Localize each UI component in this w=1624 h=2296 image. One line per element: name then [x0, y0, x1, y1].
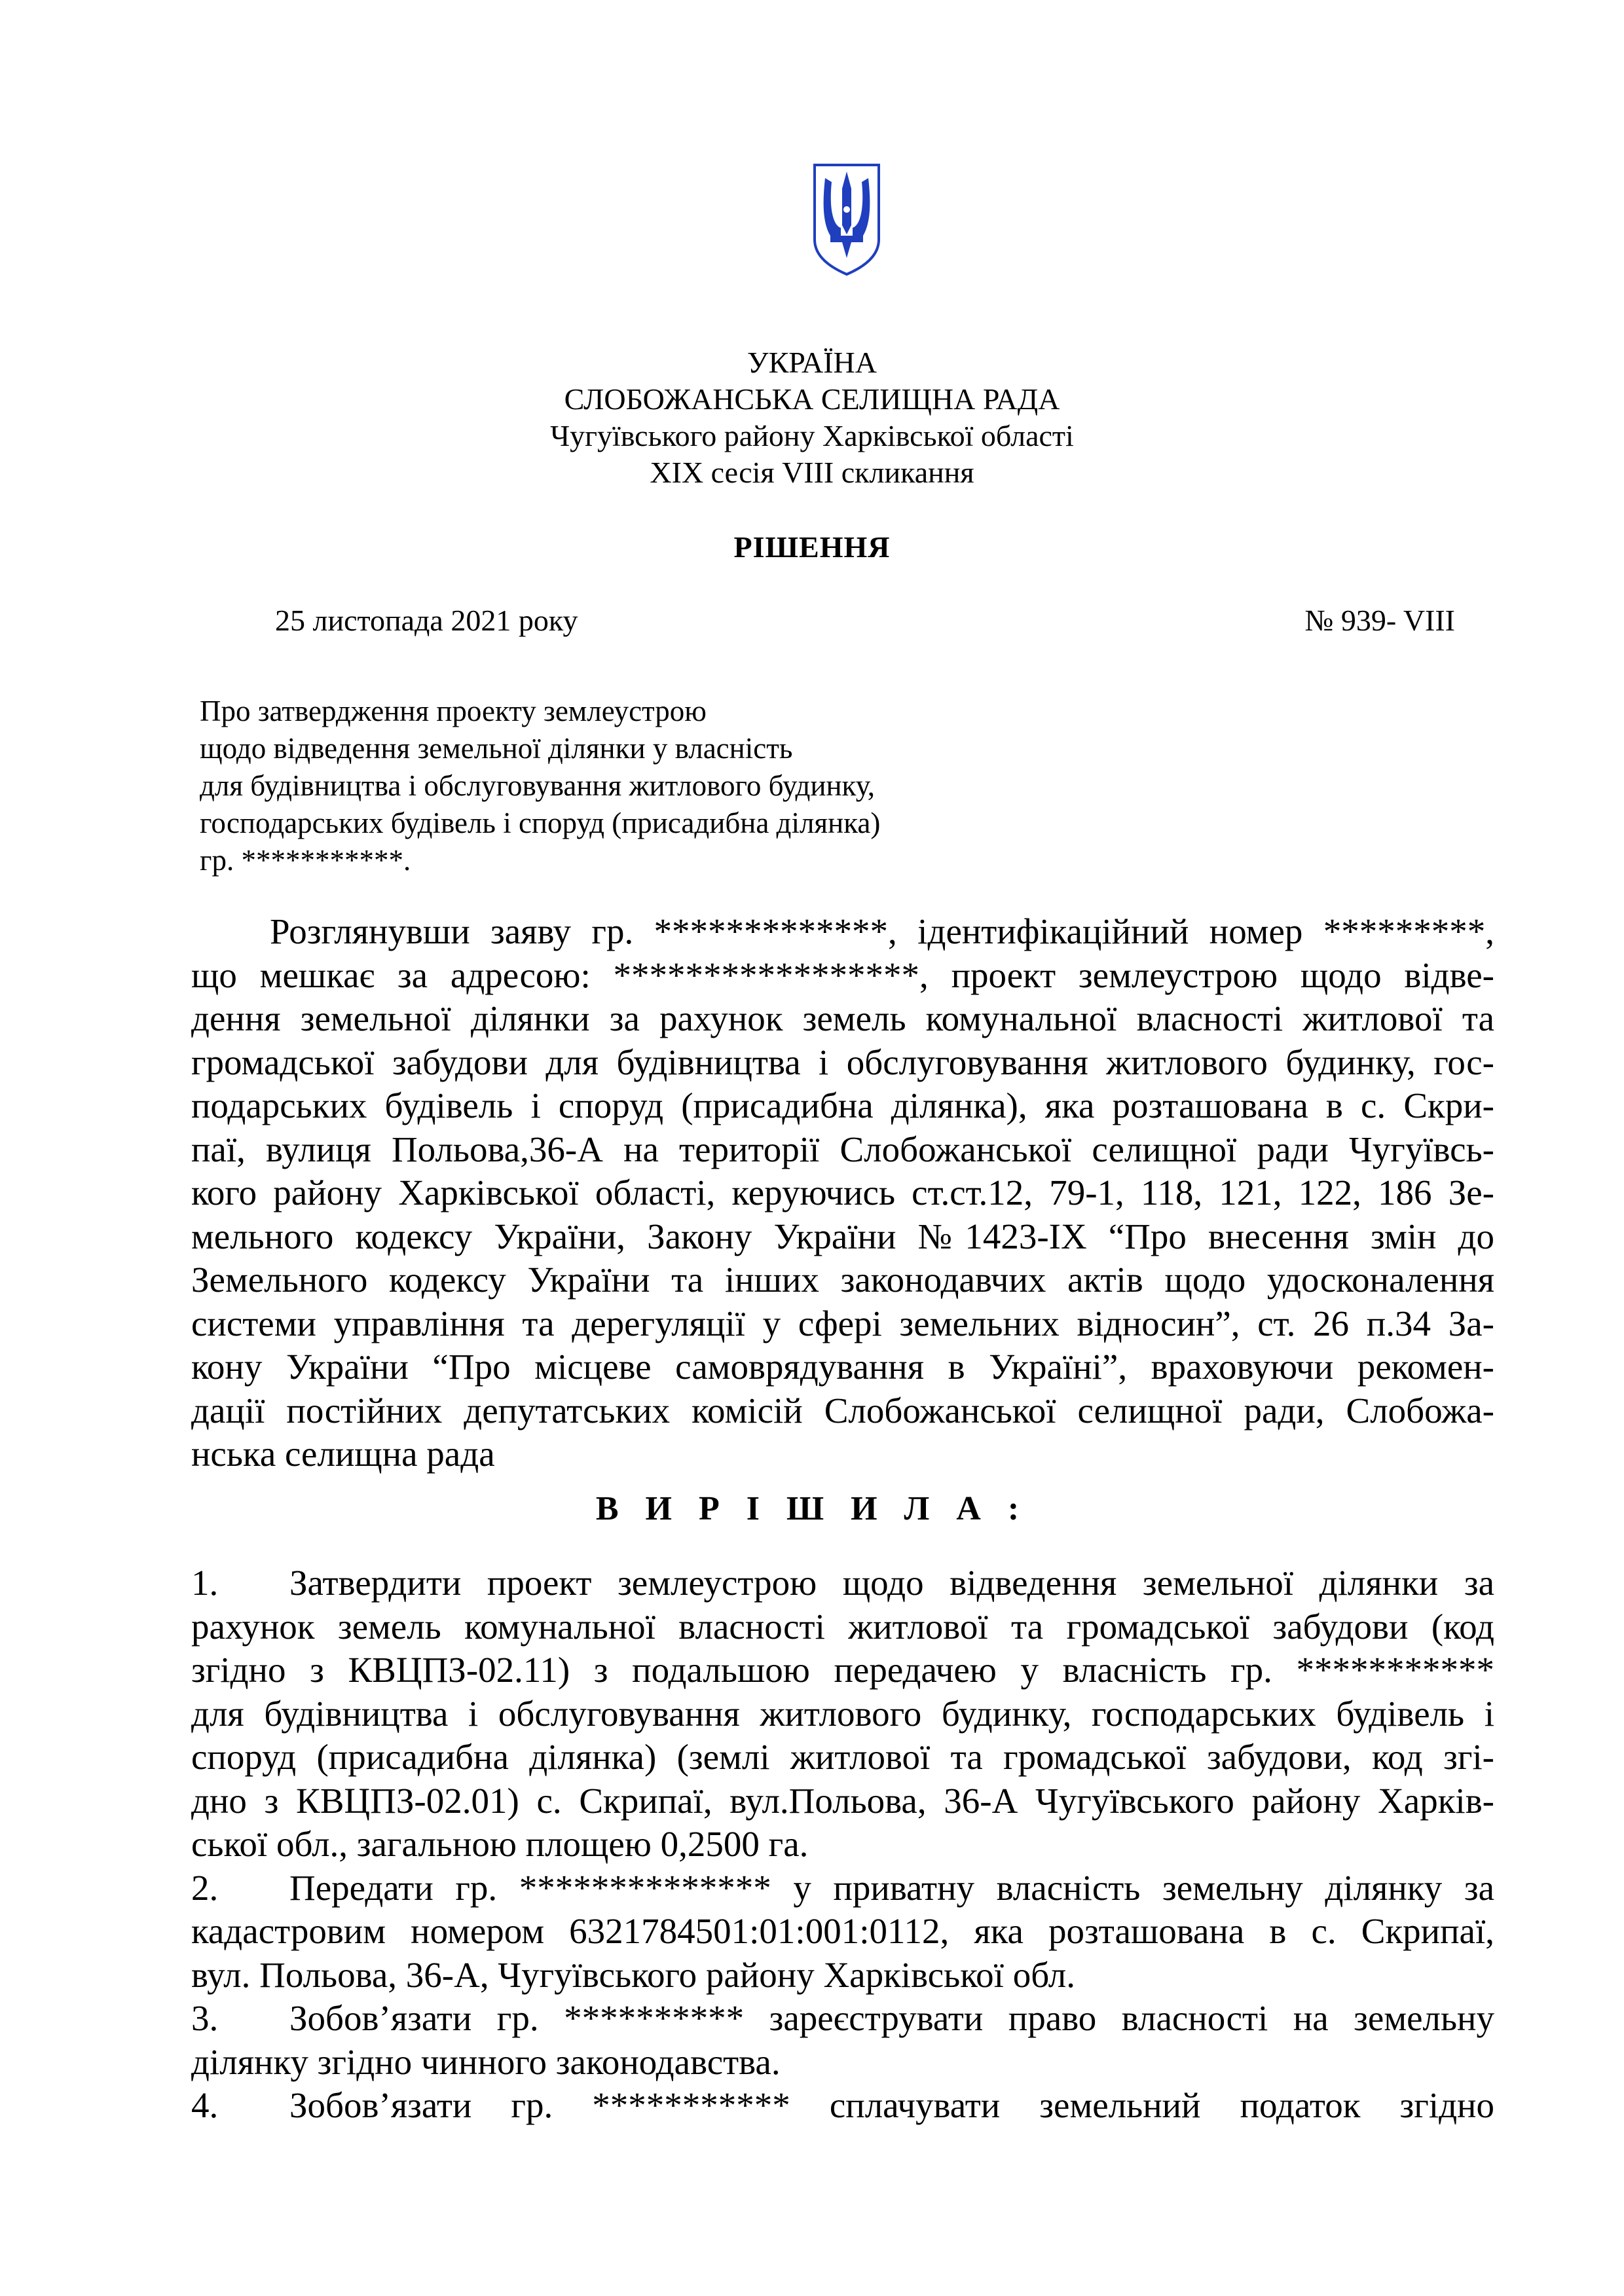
- item-number: 1.: [191, 1563, 219, 1603]
- document-title: РІШЕННЯ: [733, 530, 891, 564]
- resolution-item: [191, 1561, 1494, 1867]
- coat-of-arms-of-ukraine-icon: [811, 162, 883, 277]
- preamble-line: паї, вулиця Польова,36-А на території Слобожанської селищної ради Чугуївсь-: [191, 1129, 1494, 1169]
- item-number: 2.: [191, 1867, 219, 1908]
- subject-line: господарських будівель і споруд (присадибна ділянка): [200, 807, 881, 839]
- item-line: [191, 1561, 1494, 1605]
- item-line: ділянку згідно чинного законодавства.: [191, 2041, 781, 2082]
- preamble-line: нська селищна рада: [191, 1434, 495, 1474]
- item-line: для будівництва і обслуговування житлового будинку, господарських будівель і: [191, 1693, 1494, 1734]
- item-number: 4.: [191, 2085, 219, 2125]
- preamble-line: дації постійних депутатських комісій Слобожанської селищної ради, Слобожа-: [191, 1390, 1494, 1430]
- item-number: 3.: [191, 1998, 219, 2038]
- preamble-line: мельного кодексу України, Закону України №1423-IX “Про внесення змін до: [191, 1216, 1494, 1256]
- subject-line: щодо відведення земельної ділянки у власність: [200, 732, 793, 765]
- resolved-heading: В И Р І Ш И Л А :: [595, 1490, 1029, 1527]
- item-line: дно з КВЦПЗ-02.01) с. Скрипаї, вул.Польова, 36-А Чугуївського району Харків-: [191, 1780, 1494, 1821]
- item-line: [191, 1997, 1494, 2041]
- preamble-line: що мешкає за адресою: *****************, проект землеустрою щодо відве-: [191, 955, 1494, 995]
- preamble-line: громадської забудови для будівництва і обслуговування житлового будинку, гос-: [191, 1042, 1494, 1082]
- resolution-item: [191, 1997, 1494, 2084]
- decision-number: № 939- VIII: [1304, 604, 1455, 637]
- decision-date: 25 листопада 2021 року: [275, 604, 578, 637]
- preamble-line: кого району Харківської області, керуючись ст.ст.12, 79-1, 118, 121, 122, 186 Зе-: [191, 1173, 1494, 1212]
- subject-line: гр. ***********.: [200, 844, 411, 877]
- decision-subject: [200, 693, 880, 879]
- resolution-item: [191, 1867, 1494, 1997]
- item-line: [191, 1867, 1494, 1910]
- subject-line: для будівництва і обслуговування житлового будинку,: [200, 769, 876, 802]
- item-text: Зобов’язати гр. ********** зареєструвати право власності на земельну: [289, 1998, 1494, 2038]
- item-line: [191, 2084, 1494, 2128]
- preamble-line: дення земельної ділянки за рахунок земель комунальної власності житлової та: [191, 998, 1494, 1038]
- item-line: споруд (присадибна ділянка) (землі житлової та громадської забудови, код згі-: [191, 1737, 1494, 1777]
- preamble-line: подарських будівель і споруд (присадибна ділянка), яка розташована в с. Скри-: [191, 1085, 1494, 1125]
- session-info: XIX сесія VIII скликання: [650, 456, 974, 489]
- item-line: ської обл., загальною площею 0,2500 га.: [191, 1824, 809, 1864]
- preamble-line: кону України “Про місцеве самоврядування в Україні”, враховуючи рекомен-: [191, 1347, 1494, 1387]
- item-line: вул. Польова, 36-А, Чугуївського району Харківської обл.: [191, 1954, 1075, 1995]
- country-name: УКРАЇНА: [747, 346, 877, 379]
- council-name: СЛОБОЖАНСЬКА СЕЛИЩНА РАДА: [564, 382, 1060, 416]
- preamble-line: системи управління та дерегуляції у сфері земельних відносин”, ст. 26 п.34 За-: [191, 1303, 1494, 1343]
- item-line: рахунок земель комунальної власності житлової та громадської забудови (код: [191, 1606, 1494, 1647]
- resolution-items: [191, 1561, 1494, 2128]
- preamble-line: Земельного кодексу України та інших законодавчих актів щодо удосконалення: [191, 1260, 1494, 1300]
- item-text: Зобов’язати гр. *********** сплачувати земельний податок згідно: [289, 2085, 1494, 2125]
- resolution-item: [191, 2084, 1494, 2128]
- preamble-line: Розглянувши заяву гр. *************, ідентифікаційний номер *********,: [270, 911, 1494, 951]
- item-line: кадастровим номером 6321784501:01:001:0112, яка розташована в с. Скрипаї,: [191, 1911, 1494, 1951]
- item-line: згідно з КВЦПЗ-02.11) з подальшою передачею у власність гр. ***********: [191, 1650, 1494, 1690]
- preamble-paragraph: [191, 910, 1494, 1476]
- subject-line: Про затвердження проекту землеустрою: [200, 695, 707, 727]
- council-region: Чугуївського району Харківської області: [550, 419, 1074, 452]
- item-text: Передати гр. ************** у приватну власність земельну ділянку за: [289, 1867, 1494, 1908]
- item-text: Затвердити проект землеустрою щодо відведення земельної ділянки за: [289, 1563, 1494, 1603]
